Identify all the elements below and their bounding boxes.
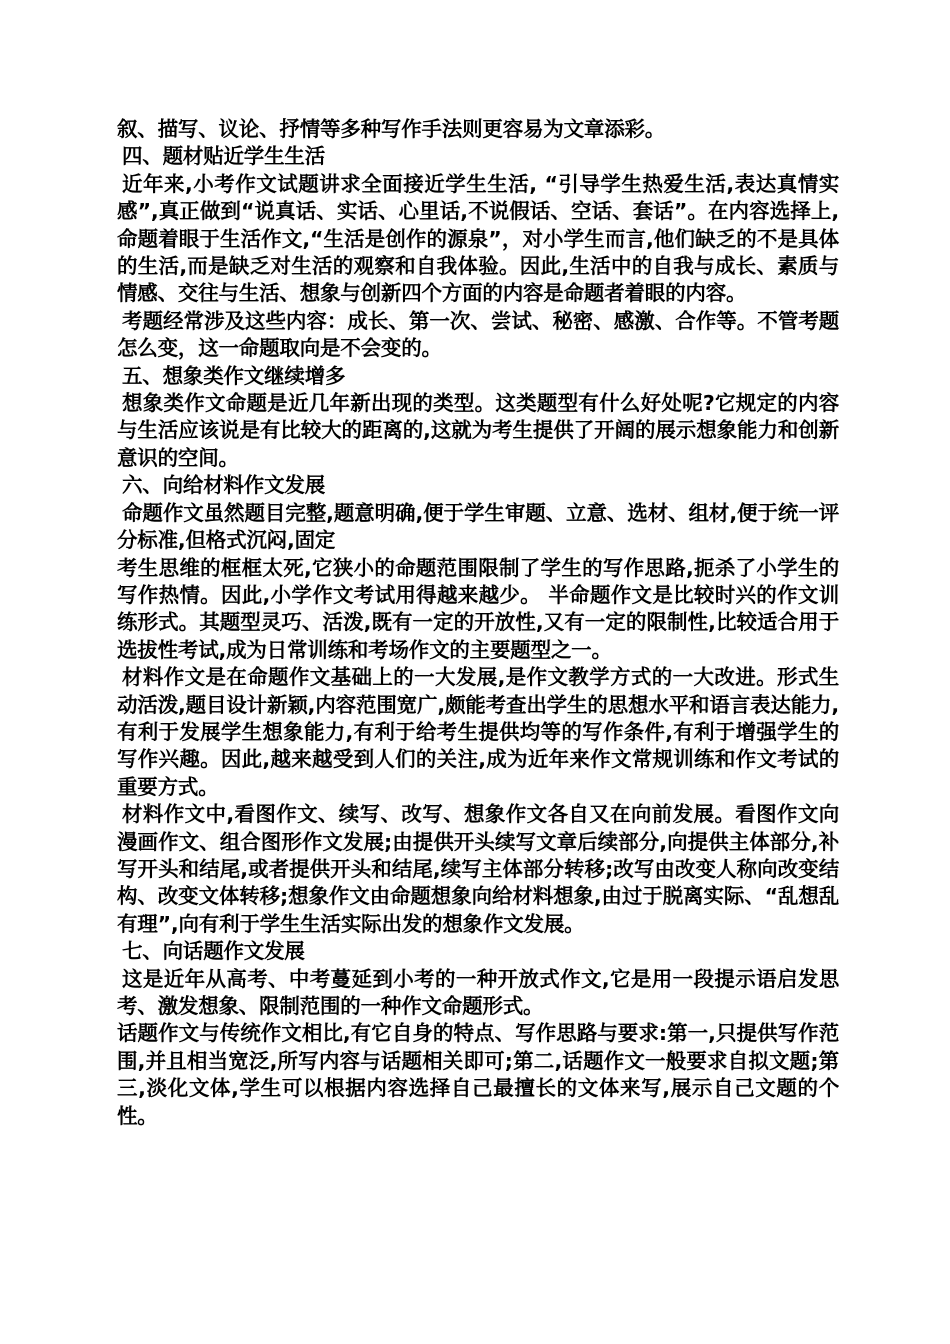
section-heading-4: 四、题材贴近学生生活 — [122, 144, 325, 169]
paragraph: 命题作文虽然题目完整,题意明确,便于学生审题、立意、选材、组材,便于统一评分标准,但格式沉闷,固定 — [117, 500, 839, 553]
paragraph: 话题作文与传统作文相比,有它自身的特点、写作思路与要求:第一,只提供写作范围,并且相当宽泛,所写内容与话题相关即可;第二,话题作文一般要求自拟文题;第三,淡化文体,学生可以根据内容选择自己最擅长的文体来写,展示自己文题的个性。 — [117, 1021, 839, 1128]
paragraph: 考生思维的框框太死,它狭小的命题范围限制了学生的写作思路,扼杀了小学生的写作热情。因此,小学作文考试用得越来越少。 半命题作文是比较时兴的作文训练形式。其题型灵巧、活泼,既有一定的开放性,又有一定的限制性,比较适合用于选拔性考试,成为日常训练和考场作文的主要题型之一。 — [117, 555, 839, 662]
paragraph: 想象类作文命题是近几年新出现的类型。这类题型有什么好处呢?它规定的内容与生活应该说是有比较大的距离的,这就为考生提供了开阔的展示想象能力和创新意识的空间。 — [117, 391, 839, 470]
paragraph: 近年来,小考作文试题讲求全面接近学生生活, “引导学生热爱生活,表达真情实感”,真正做到“说真话、实话、心里话,不说假话、空话、套话”。在内容选择上,命题着眼于生活作文,“生活是创作的源泉”，对小学生而言,他们缺乏的不是具体的生活,而是缺乏对生活的观察和自我体验。因此,生活中的自我与成长、素质与情感、交往与生活、想象与创新四个方面的内容是命题者着眼的内容。 — [117, 171, 839, 306]
paragraph: 这是近年从高考、中考蔓延到小考的一种开放式作文,它是用一段提示语启发思考、激发想象、限制范围的一种作文命题形式。 — [117, 966, 839, 1018]
section-heading-5: 五、想象类作文继续增多 — [122, 363, 346, 388]
paragraph: 材料作文是在命题作文基础上的一大发展,是作文教学方式的一大改进。形式生动活泼,题目设计新颖,内容范围宽广,颇能考查出学生的思想水平和语言表达能力,有利于发展学生想象能力,有利于给考生提供均等的写作条件,有利于增强学生的写作兴趣。因此,越来越受到人们的关注,成为近年来作文常规训练和作文考试的重要方式。 — [117, 665, 839, 799]
section-heading-6: 六、向给材料作文发展 — [122, 473, 325, 498]
paragraph: 考题经常涉及这些内容：成长、第一次、尝试、秘密、感激、合作等。不管考题怎么变，这一命题取向是不会变的。 — [117, 308, 839, 361]
paragraph-continuation: 叙、描写、议论、抒情等多种写作手法则更容易为文章添彩。 — [117, 117, 666, 141]
section-heading-7: 七、向话题作文发展 — [122, 939, 305, 964]
paragraph: 材料作文中,看图作文、续写、改写、想象作文各自又在向前发展。看图作文向漫画作文、组合图形作文发展;由提供开头续写文章后续部分,向提供主体部分,补写开头和结尾,或者提供开头和结尾,续写主体部分转移;改写由改变人称向改变结构、改变文体转移;想象作文由命题想象向给材料想象,由过于脱离实际、“乱想乱有理”,向有利于学生生活实际出发的想象作文发展。 — [117, 802, 839, 936]
document-page — [117, 116, 839, 1130]
